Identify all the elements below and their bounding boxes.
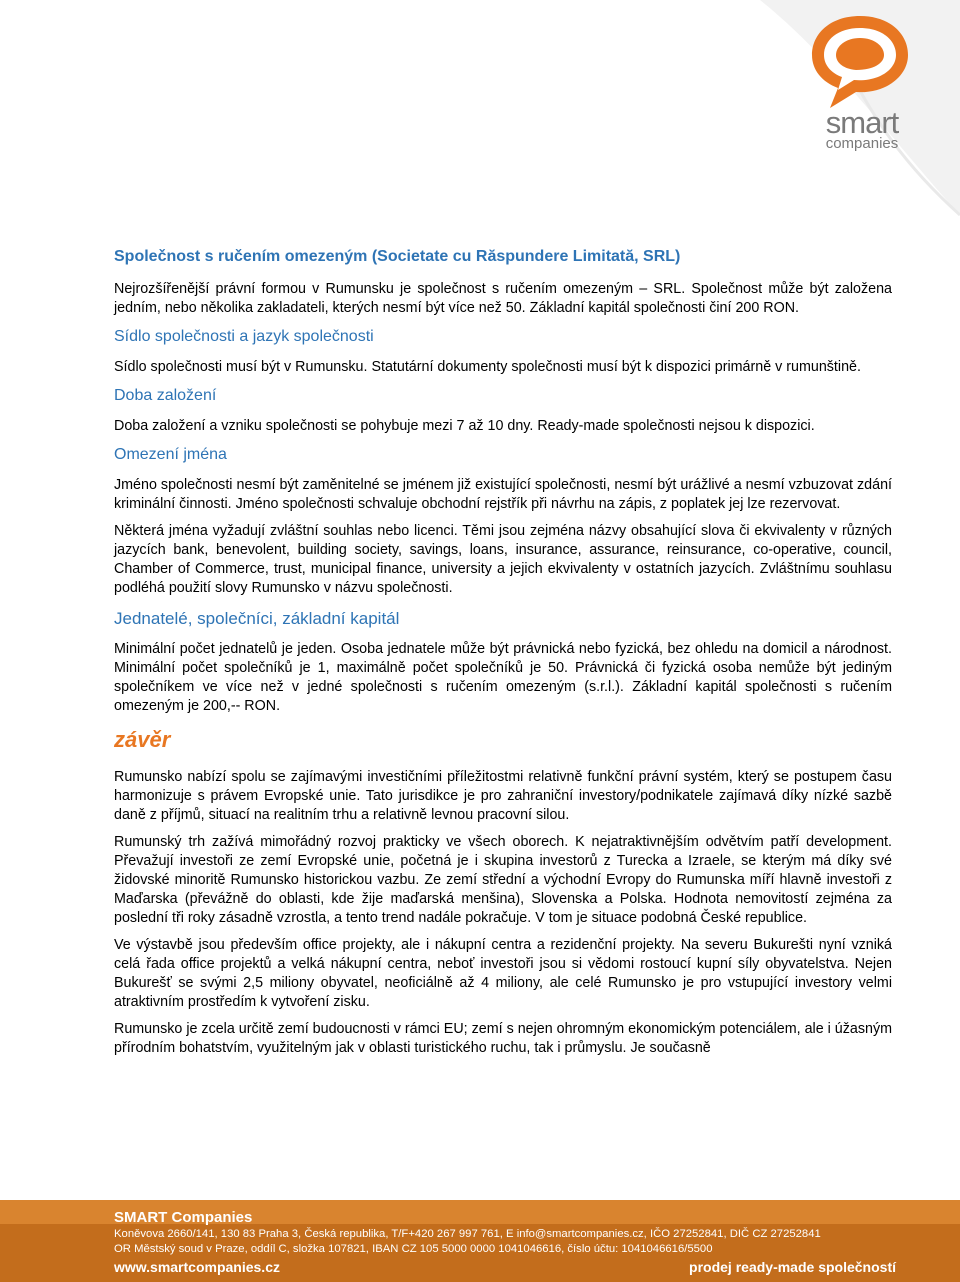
heading-omezeni: Omezení jména — [114, 446, 227, 463]
paragraph-omezeni-1: Jméno společnosti nesmí být zaměnitelné se jménem již existující společnosti, nesmí být urážlivé a nesmí vzbuzovat zdání kriminální činnosti. Jméno společnosti schvaluje obchodní rejstřík při návrhu na zápis, z poplatek jej lze rezervovat. — [114, 477, 892, 512]
logo-word-smart: smart — [825, 105, 899, 140]
intro-paragraph: Nejrozšířenější právní formou v Rumunsku je společnost s ručením omezeným – SRL. Společnost může být založena jedním, nebo několika zakladateli, kterých nesmí být více než 50. Základní kapitál společnosti činí 200 RON. — [114, 281, 892, 316]
logo-word-companies: companies — [825, 135, 899, 152]
company-logo — [800, 10, 920, 150]
footer-company-name: SMART Companies — [114, 1209, 253, 1226]
footer-slogan: prodej ready-made společností — [689, 1259, 896, 1275]
paragraph-zaver-1: Rumunsko nabízí spolu se zajímavými investičními příležitostmi relativně funkční právní systém, který se postupem času harmonizuje s právem Evropské unie. Tato jurisdikce je pro zahraniční investory/podnikatele zajímavá díky nízké sazbě daně z příjmů, situací na realitním trhu a relativně levnou pracovní silou. — [114, 769, 892, 823]
speech-bubble-icon — [800, 10, 920, 120]
paragraph-zaver-2: Rumunský trh zažívá mimořádný rozvoj prakticky ve všech oborech. K nejatraktivnějším odvětvím patří development. Převažují investoři ze zemí Evropské unie, početná je i skupina investorů z Turecka a Izraele, se kterým má díky své židovské minoritě Rumunsko historickou vazbu. Ze zemí střední a východní Evropy do Rumunska míří hlavně investoři z Maďarska (převážně do oblasti, kde žije maďarská menšina), Slovenska a Polska. Hodnota nemovitostí zejména za poslední tři roky zásadně vzrostla, a tento trend nadále pokračuje. V tom je situace podobná České republice. — [114, 834, 892, 926]
paragraph-zaver-3: Ve výstavbě jsou především office projekty, ale i nákupní centra a rezidenční projekty. Na severu Bukurešti nyní vzniká celá řada office projektů a velká nákupní centra, neboť investoři jsou si vědomi rostoucí kupní síly obyvatelstva. Nejen Bukurešť se svými 2,5 miliony obyvatel, neoficiálně až 4 miliony, ale celé Rumunsko je pro vstupující investory velmi atraktivním prostředím k vytvoření zisku. — [114, 937, 892, 1010]
footer-address: Koněvova 2660/141, 130 83 Praha 3, Česká republika, T/F+420 267 997 761, E info@smartcompanies.cz, IČO 27252841, DIČ CZ 27252841 — [114, 1228, 821, 1240]
heading-jednatele: Jednatelé, společníci, základní kapitál — [114, 609, 400, 628]
paragraph-jednatele: Minimální počet jednatelů je jeden. Osoba jednatele může být právnická nebo fyzická, bez ohledu na domicil a národnost. Minimální počet společníků je 1, maximálně počet společníků je 50. Právnická či fyzická osoba nemůže být jediným společníkem ve více než v jedné společnosti s ručením omezeným (s.r.l.). Základní kapitál společnosti s ručením omezeným je 200,-- RON. — [114, 641, 892, 714]
heading-sidlo: Sídlo společnosti a jazyk společnosti — [114, 328, 374, 345]
paragraph-omezeni-2: Některá jména vyžadují zvláštní souhlas nebo licenci. Těmi jsou zejména názvy obsahující slova či ekvivalenty v různých jazycích bank, benevolent, building society, savings, loans, insurance, assurance, reinsurance, co-operative, council, Chamber of Commerce, trust, municipal finance, university a jejich ekvivalenty v ostatních jazycích. Zvláštnímu souhlasu podléhá použití slovy Rumunsko v názvu společnosti. — [114, 523, 892, 596]
paragraph-doba: Doba založení a vzniku společnosti se pohybuje mezi 7 až 10 dny. Ready-made společnosti nejsou k dispozici. — [114, 418, 815, 434]
paragraph-zaver-4: Rumunsko je zcela určitě zemí budoucnosti v rámci EU; zemí s nejen ohromným ekonomickým potenciálem, ale i úžasným přírodním bohatstvím, využitelným jak v oblasti turistického ruchu, tak i průmyslu. Je současně — [114, 1021, 892, 1056]
heading-doba: Doba založení — [114, 387, 217, 404]
page-footer — [0, 1200, 960, 1282]
footer-registration: OR Městský soud v Praze, oddíl C, složka 107821, IBAN CZ 105 5000 0000 1041046616, číslo účtu: 1041046616/5500 — [114, 1243, 713, 1255]
document-body — [114, 246, 892, 1066]
footer-website-link[interactable]: www.smartcompanies.cz — [114, 1259, 280, 1275]
paragraph-sidlo: Sídlo společnosti musí být v Rumunsku. Statutární dokumenty společnosti musí být k dispozici primárně v rumunštině. — [114, 359, 861, 375]
heading-zaver: závěr — [114, 727, 171, 752]
document-title: Společnost s ručením omezeným (Societate cu Răspundere Limitată, SRL) — [114, 248, 681, 265]
